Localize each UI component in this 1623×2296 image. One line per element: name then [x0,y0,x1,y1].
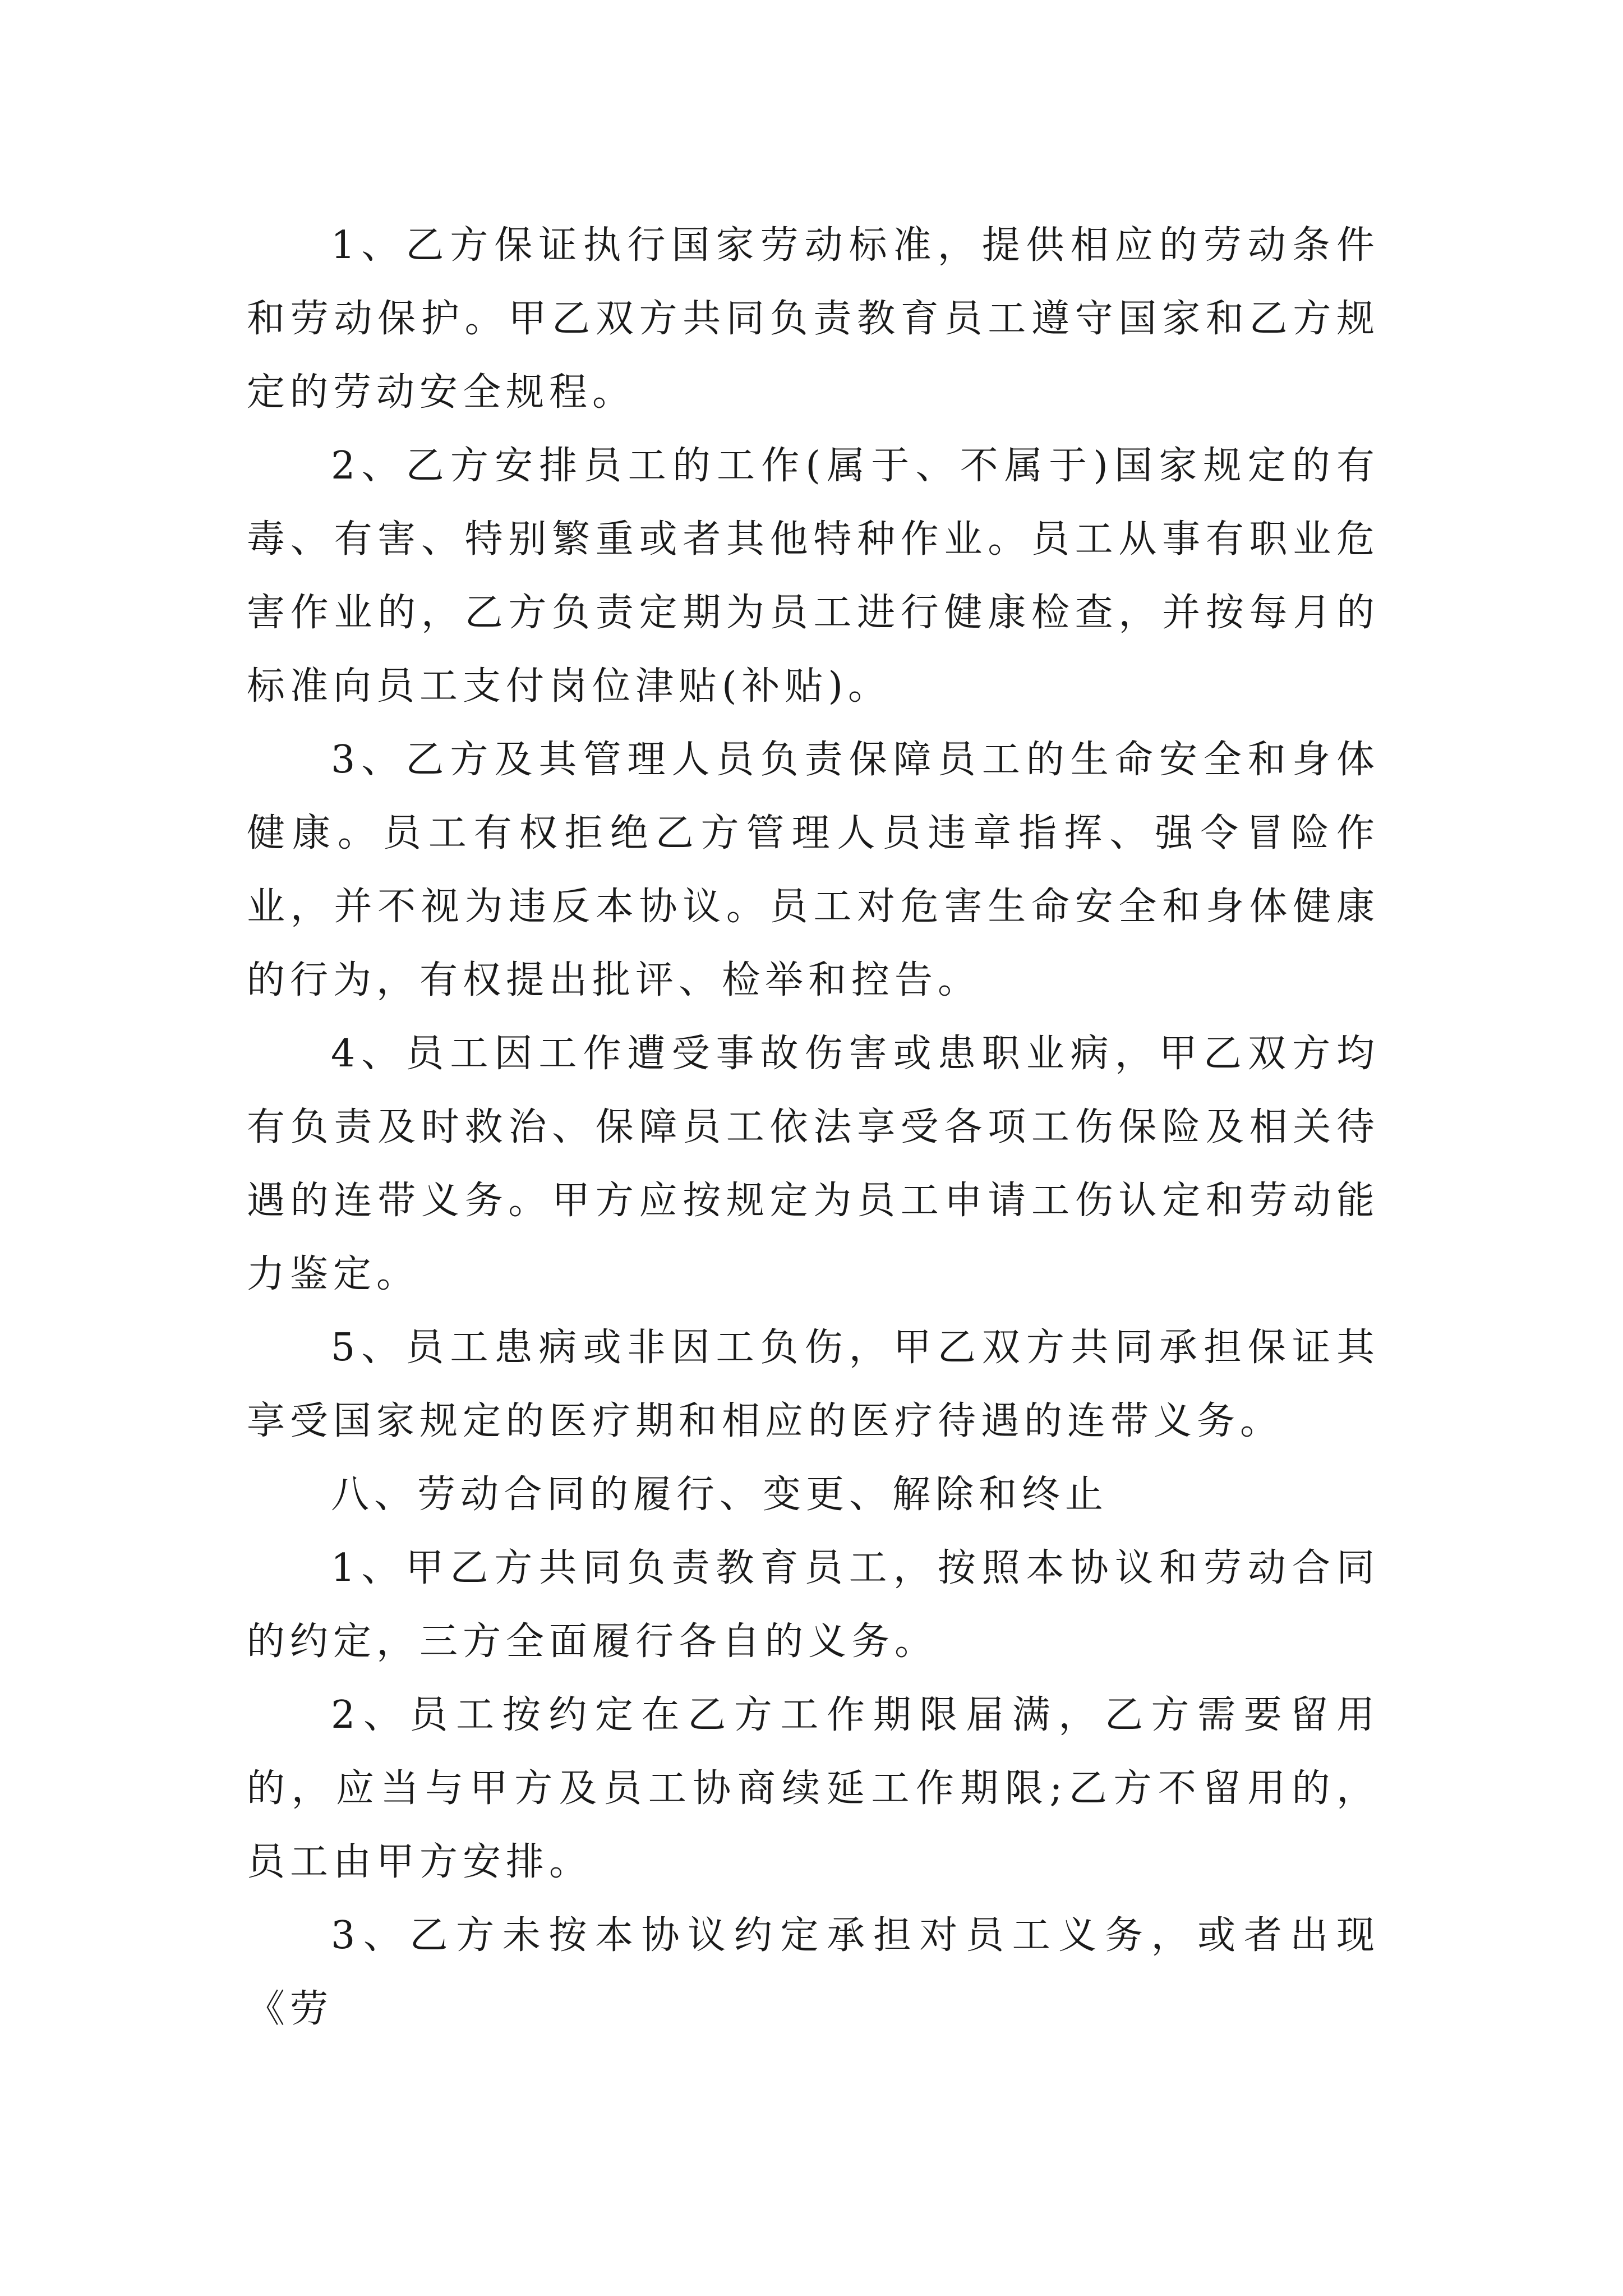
section-paragraph-1: 1、甲乙方共同负责教育员工，按照本协议和劳动合同的约定，三方全面履行各自的义务。 [247,1546,1380,1664]
section-paragraph-3: 3、乙方未按本协议约定承担对员工义务，或者出现《劳 [247,1913,1380,2031]
paragraph-clause-5: 5、员工患病或非因工负伤，甲乙双方共同承担保证其享受国家规定的医疗期和相应的医疗待遇的连带义务。 [247,1326,1380,1443]
paragraph-clause-4: 4、员工因工作遭受事故伤害或患职业病，甲乙双方均有负责及时救治、保障员工依法享受各项工伤保险及相关待遇的连带义务。甲方应按规定为员工申请工伤认定和劳动能力鉴定。 [247,1032,1380,1296]
paragraph-clause-2: 2、乙方安排员工的工作(属于、不属于)国家规定的有毒、有害、特别繁重或者其他特种作业。员工从事有职业危害作业的，乙方负责定期为员工进行健康检查，并按每月的标准向员工支付岗位津贴(补贴)。 [247,444,1380,708]
paragraph-clause-3: 3、乙方及其管理人员负责保障员工的生命安全和身体健康。员工有权拒绝乙方管理人员违章指挥、强令冒险作业，并不视为违反本协议。员工对危害生命安全和身体健康的行为，有权提出批评、检举和控告。 [247,738,1380,1002]
section-heading-eight: 八、劳动合同的履行、变更、解除和终止 [331,1473,1109,1517]
paragraph-clause-1: 1、乙方保证执行国家劳动标准，提供相应的劳动条件和劳动保护。甲乙双方共同负责教育员工遵守国家和乙方规定的劳动安全规程。 [247,223,1380,415]
document-body [247,209,1380,2046]
section-paragraph-2: 2、员工按约定在乙方工作期限届满，乙方需要留用的，应当与甲方及员工协商续延工作期限;乙方不留用的，员工由甲方安排。 [247,1693,1380,1884]
